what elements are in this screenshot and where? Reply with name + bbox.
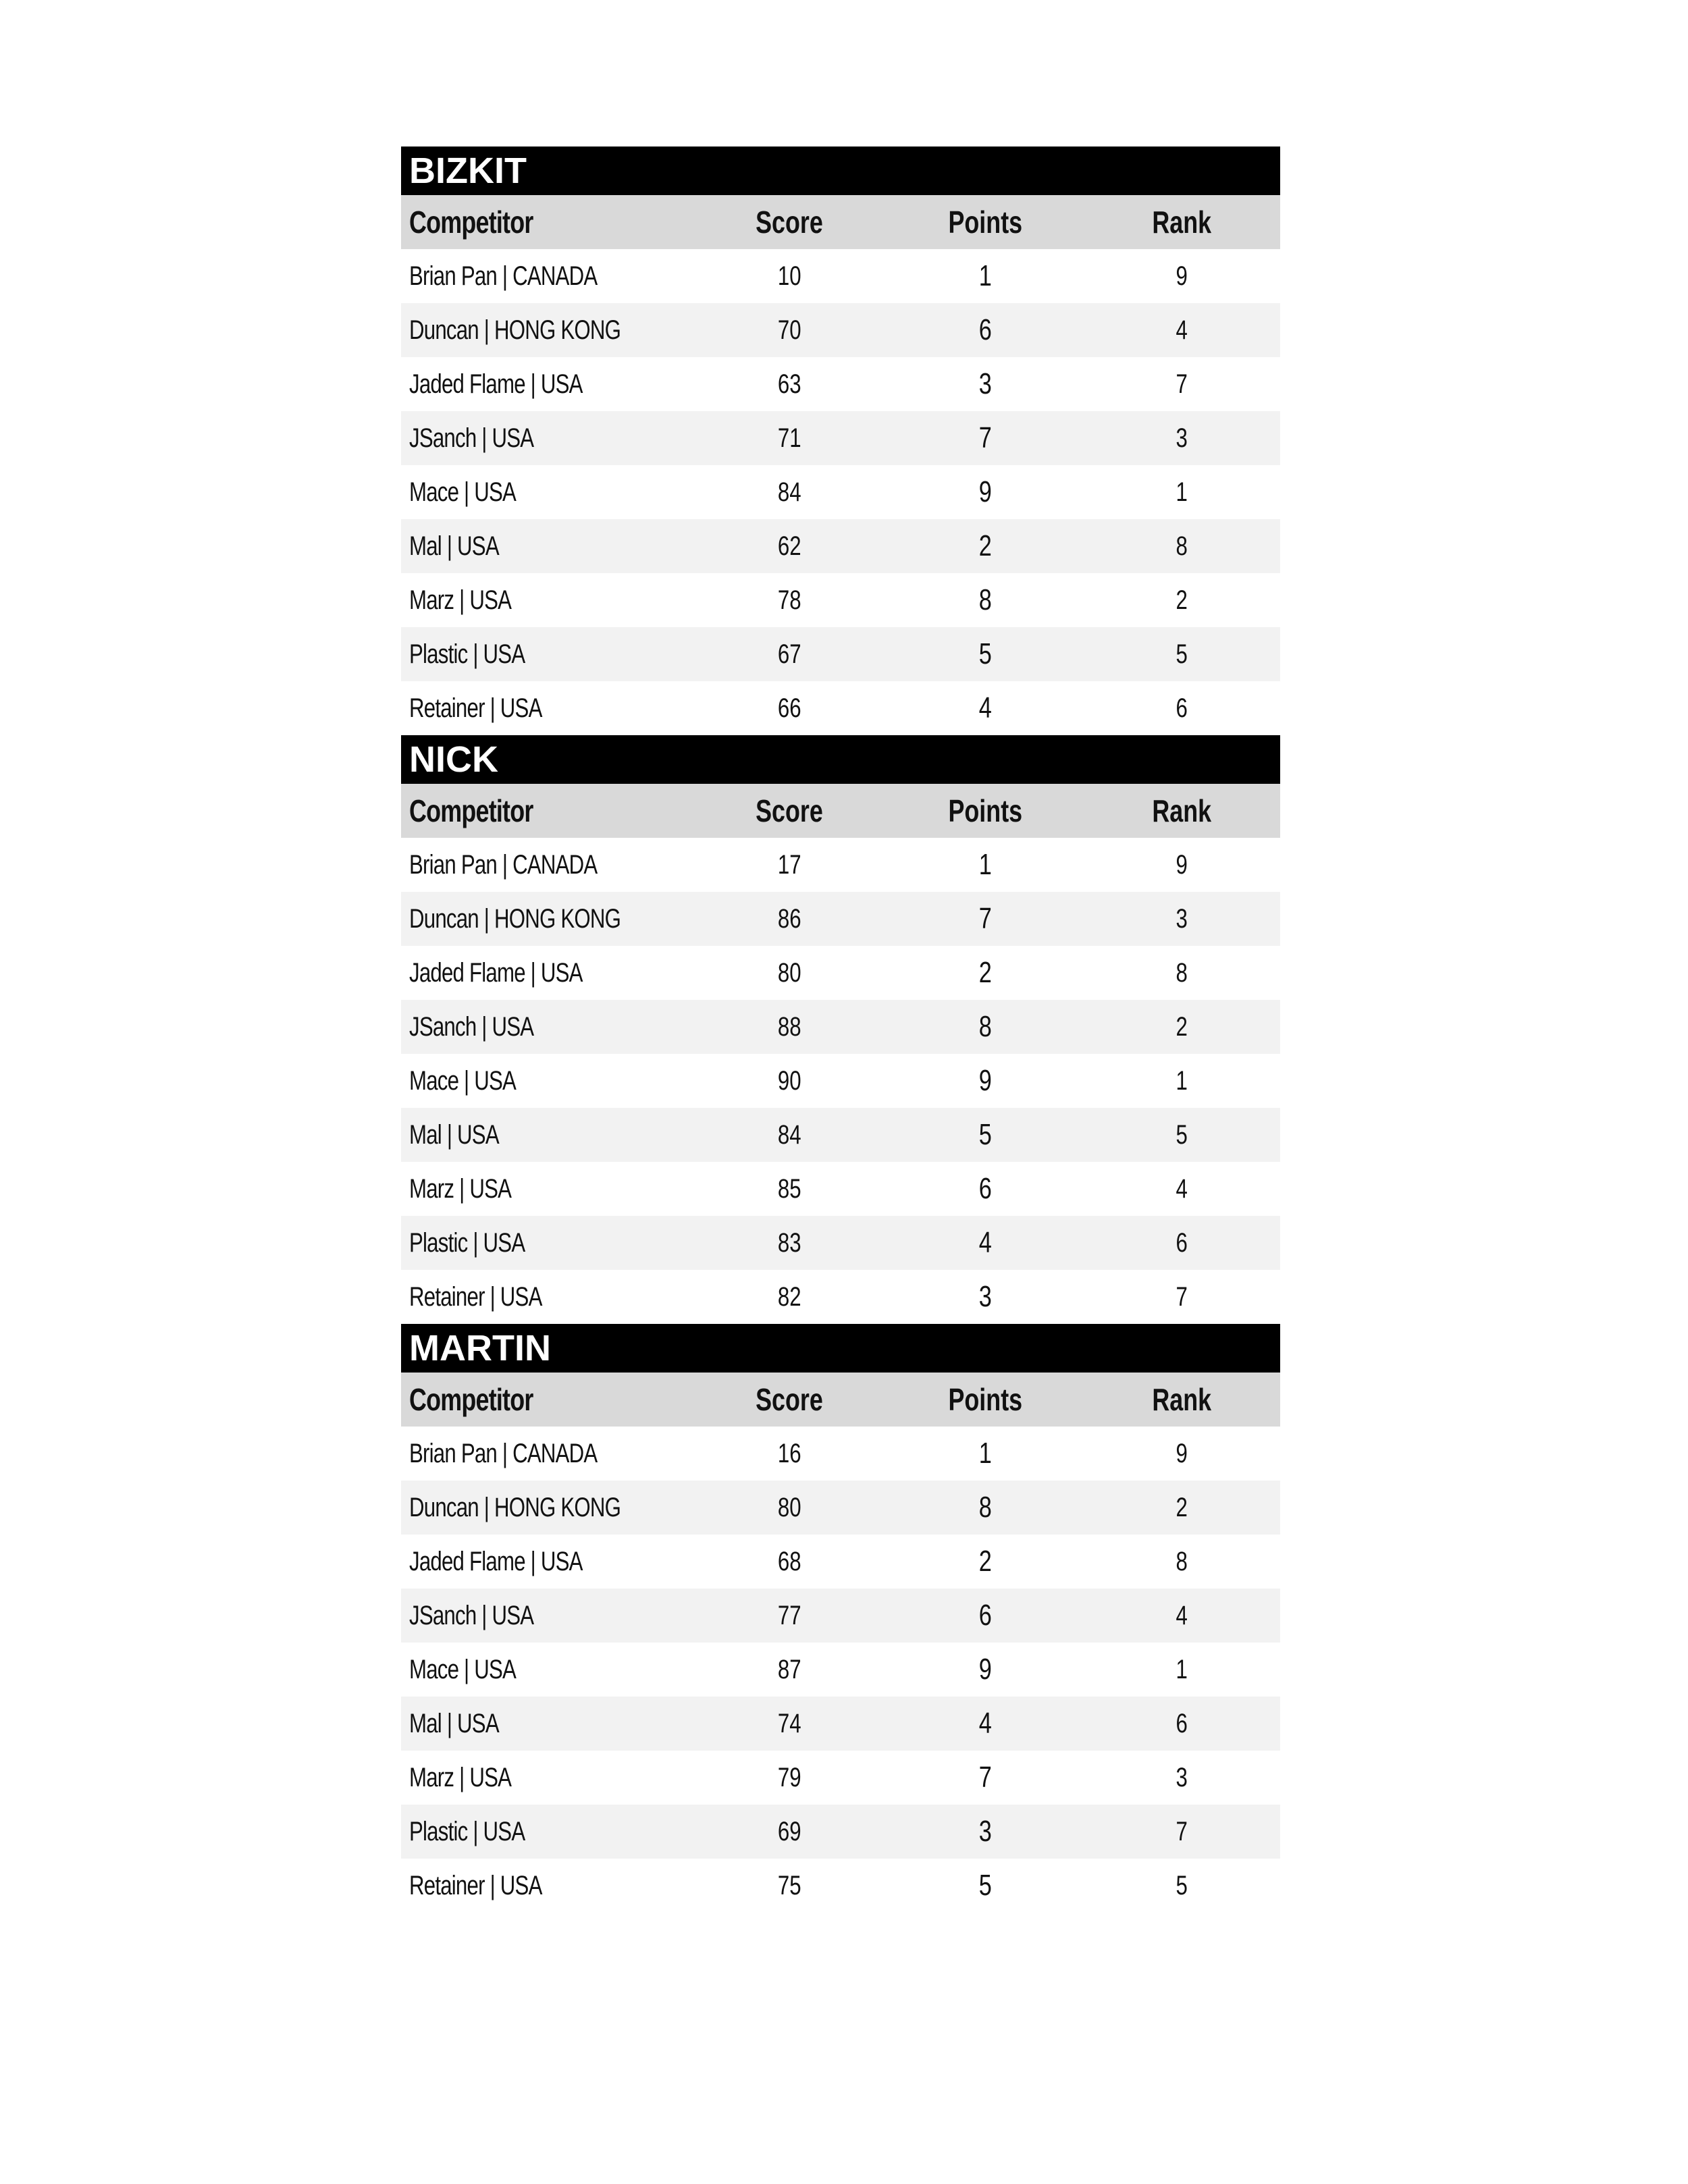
rank-value: 6: [1176, 693, 1188, 723]
cell-points: [887, 1599, 1083, 1632]
cell-rank: [1083, 850, 1280, 880]
competitor-value: Brian Pan | CANADA: [409, 261, 598, 291]
rank-value: 3: [1176, 903, 1188, 934]
column-header-points: [887, 204, 1083, 240]
judge-section-martin: [401, 1324, 1280, 1913]
cell-score: [691, 477, 887, 508]
cell-points: [887, 691, 1083, 725]
cell-rank: [1083, 1228, 1280, 1258]
cell-competitor: [401, 1066, 691, 1096]
competitor-value: Jaded Flame | USA: [409, 1546, 583, 1576]
points-value: 1: [978, 259, 992, 292]
cell-points: [887, 1653, 1083, 1686]
cell-score: [691, 1282, 887, 1312]
column-header-label: Competitor: [409, 205, 533, 240]
score-sheet: [401, 147, 1280, 1913]
cell-score: [691, 639, 887, 670]
score-value: 85: [777, 1173, 801, 1204]
table-row: [401, 519, 1280, 573]
points-value: 4: [978, 1226, 992, 1259]
cell-score: [691, 850, 887, 880]
rank-value: 1: [1176, 1065, 1188, 1096]
cell-points: [887, 1707, 1083, 1740]
cell-score: [691, 1493, 887, 1523]
points-value: 6: [978, 313, 992, 346]
column-header-label: Score: [756, 793, 823, 828]
points-value: 3: [978, 367, 992, 400]
column-header-score: [691, 204, 887, 240]
competitor-value: Marz | USA: [409, 585, 512, 615]
cell-competitor: [401, 1871, 691, 1901]
rank-value: 2: [1176, 1492, 1188, 1522]
score-value: 62: [777, 531, 801, 561]
points-value: 9: [978, 1064, 992, 1097]
cell-score: [691, 1547, 887, 1577]
competitor-value: Mal | USA: [409, 531, 499, 561]
column-header-label: Points: [948, 793, 1022, 828]
cell-competitor: [401, 477, 691, 508]
column-header-label: Points: [948, 1382, 1022, 1417]
competitor-value: Plastic | USA: [409, 1816, 525, 1846]
cell-score: [691, 1655, 887, 1685]
table-row: [401, 1162, 1280, 1216]
competitor-value: JSanch | USA: [409, 423, 534, 453]
cell-points: [887, 1280, 1083, 1314]
cell-competitor: [401, 531, 691, 562]
points-value: 9: [978, 475, 992, 508]
cell-score: [691, 693, 887, 724]
competitor-value: Jaded Flame | USA: [409, 369, 583, 399]
cell-points: [887, 1545, 1083, 1578]
cell-competitor: [401, 850, 691, 880]
rank-value: 8: [1176, 957, 1188, 988]
cell-rank: [1083, 585, 1280, 616]
cell-rank: [1083, 1817, 1280, 1847]
score-value: 80: [777, 1492, 801, 1522]
cell-points: [887, 529, 1083, 563]
cell-competitor: [401, 1012, 691, 1042]
points-value: 5: [978, 1869, 992, 1902]
cell-rank: [1083, 958, 1280, 988]
score-value: 86: [777, 903, 801, 934]
score-value: 16: [777, 1438, 801, 1468]
score-value: 67: [777, 639, 801, 669]
judge-section-bizkit: [401, 147, 1280, 735]
judge-name: MARTIN: [401, 1324, 1280, 1373]
rank-value: 5: [1176, 639, 1188, 669]
cell-score: [691, 423, 887, 454]
cell-competitor: [401, 1655, 691, 1685]
cell-points: [887, 637, 1083, 671]
cell-rank: [1083, 477, 1280, 508]
table-row: [401, 1427, 1280, 1481]
column-header-label: Rank: [1152, 205, 1211, 240]
column-header-label: Competitor: [409, 1382, 533, 1417]
column-header-competitor: [401, 204, 691, 240]
score-value: 77: [777, 1600, 801, 1630]
score-value: 66: [777, 693, 801, 723]
rank-value: 4: [1176, 1173, 1188, 1204]
competitor-value: Retainer | USA: [409, 693, 542, 723]
points-value: 5: [978, 1118, 992, 1151]
table-row: [401, 1216, 1280, 1270]
cell-score: [691, 585, 887, 616]
points-value: 4: [978, 1707, 992, 1740]
judge-section-nick: [401, 735, 1280, 1324]
cell-competitor: [401, 958, 691, 988]
score-value: 75: [777, 1870, 801, 1900]
table-row: [401, 465, 1280, 519]
points-value: 4: [978, 691, 992, 724]
rank-value: 8: [1176, 531, 1188, 561]
cell-rank: [1083, 1763, 1280, 1793]
column-header-label: Competitor: [409, 793, 533, 828]
score-value: 83: [777, 1227, 801, 1258]
table-row: [401, 303, 1280, 357]
judge-name: NICK: [401, 735, 1280, 784]
points-value: 7: [978, 421, 992, 454]
competitor-value: Mace | USA: [409, 1065, 517, 1096]
competitor-value: Mace | USA: [409, 477, 517, 507]
column-header-label: Rank: [1152, 1382, 1211, 1417]
rank-value: 1: [1176, 477, 1188, 507]
table-row: [401, 1108, 1280, 1162]
cell-rank: [1083, 261, 1280, 292]
competitor-value: Mal | USA: [409, 1708, 499, 1738]
cell-points: [887, 259, 1083, 293]
cell-rank: [1083, 1012, 1280, 1042]
rank-value: 7: [1176, 1281, 1188, 1312]
cell-competitor: [401, 1601, 691, 1631]
table-row: [401, 1751, 1280, 1805]
cell-competitor: [401, 639, 691, 670]
cell-rank: [1083, 1282, 1280, 1312]
cell-rank: [1083, 1174, 1280, 1204]
cell-competitor: [401, 585, 691, 616]
points-value: 7: [978, 1761, 992, 1794]
table-row: [401, 1000, 1280, 1054]
rank-value: 9: [1176, 849, 1188, 880]
table-row: [401, 1697, 1280, 1751]
score-value: 69: [777, 1816, 801, 1846]
competitor-value: Retainer | USA: [409, 1281, 542, 1312]
cell-rank: [1083, 693, 1280, 724]
score-value: 71: [777, 423, 801, 453]
cell-points: [887, 1172, 1083, 1206]
points-value: 2: [978, 1545, 992, 1578]
cell-points: [887, 1761, 1083, 1794]
table-row: [401, 681, 1280, 735]
rank-value: 9: [1176, 261, 1188, 291]
cell-points: [887, 1064, 1083, 1098]
table-row: [401, 249, 1280, 303]
score-value: 63: [777, 369, 801, 399]
competitor-value: JSanch | USA: [409, 1011, 534, 1042]
cell-score: [691, 369, 887, 400]
rank-value: 5: [1176, 1870, 1188, 1900]
rank-value: 1: [1176, 1654, 1188, 1684]
competitor-value: Retainer | USA: [409, 1870, 542, 1900]
cell-score: [691, 1871, 887, 1901]
points-value: 8: [978, 1010, 992, 1043]
cell-rank: [1083, 1709, 1280, 1739]
table-row: [401, 1805, 1280, 1859]
competitor-value: Marz | USA: [409, 1762, 512, 1792]
cell-rank: [1083, 904, 1280, 934]
cell-points: [887, 421, 1083, 455]
cell-points: [887, 848, 1083, 882]
score-value: 68: [777, 1546, 801, 1576]
score-value: 90: [777, 1065, 801, 1096]
score-value: 74: [777, 1708, 801, 1738]
table-row: [401, 1270, 1280, 1324]
table-row: [401, 627, 1280, 681]
competitor-value: Mace | USA: [409, 1654, 517, 1684]
cell-rank: [1083, 1871, 1280, 1901]
score-value: 84: [777, 477, 801, 507]
rank-value: 6: [1176, 1708, 1188, 1738]
score-value: 82: [777, 1281, 801, 1312]
score-value: 10: [777, 261, 801, 291]
rank-value: 3: [1176, 1762, 1188, 1792]
column-header-label: Score: [756, 205, 823, 240]
cell-points: [887, 1226, 1083, 1260]
score-value: 70: [777, 315, 801, 345]
cell-points: [887, 313, 1083, 347]
competitor-value: JSanch | USA: [409, 1600, 534, 1630]
cell-rank: [1083, 1655, 1280, 1685]
cell-points: [887, 1869, 1083, 1902]
cell-score: [691, 1709, 887, 1739]
rank-value: 4: [1176, 1600, 1188, 1630]
competitor-value: Duncan | HONG KONG: [409, 315, 621, 345]
cell-rank: [1083, 639, 1280, 670]
rank-value: 7: [1176, 369, 1188, 399]
points-value: 3: [978, 1280, 992, 1313]
cell-rank: [1083, 1547, 1280, 1577]
score-value: 78: [777, 585, 801, 615]
cell-competitor: [401, 1120, 691, 1150]
cell-score: [691, 1439, 887, 1469]
rank-value: 3: [1176, 423, 1188, 453]
cell-points: [887, 956, 1083, 990]
cell-competitor: [401, 1174, 691, 1204]
cell-rank: [1083, 1066, 1280, 1096]
cell-points: [887, 1118, 1083, 1152]
cell-score: [691, 531, 887, 562]
rank-value: 7: [1176, 1816, 1188, 1846]
cell-points: [887, 367, 1083, 401]
cell-rank: [1083, 315, 1280, 346]
cell-rank: [1083, 423, 1280, 454]
cell-score: [691, 1012, 887, 1042]
points-value: 6: [978, 1172, 992, 1205]
cell-points: [887, 1010, 1083, 1044]
cell-score: [691, 1763, 887, 1793]
competitor-value: Plastic | USA: [409, 639, 525, 669]
cell-score: [691, 315, 887, 346]
cell-competitor: [401, 1763, 691, 1793]
score-value: 80: [777, 957, 801, 988]
rank-value: 4: [1176, 315, 1188, 345]
column-header-rank: [1083, 1381, 1280, 1418]
column-header-points: [887, 793, 1083, 829]
cell-competitor: [401, 1709, 691, 1739]
points-value: 1: [978, 848, 992, 881]
cell-score: [691, 904, 887, 934]
table-row: [401, 1535, 1280, 1589]
points-value: 5: [978, 637, 992, 670]
cell-score: [691, 1817, 887, 1847]
cell-rank: [1083, 1120, 1280, 1150]
points-value: 6: [978, 1599, 992, 1632]
cell-score: [691, 1228, 887, 1258]
column-header-score: [691, 1381, 887, 1418]
rank-value: 2: [1176, 585, 1188, 615]
cell-rank: [1083, 1601, 1280, 1631]
cell-competitor: [401, 904, 691, 934]
points-value: 9: [978, 1653, 992, 1686]
cell-score: [691, 1174, 887, 1204]
cell-competitor: [401, 315, 691, 346]
cell-points: [887, 1815, 1083, 1848]
competitor-value: Plastic | USA: [409, 1227, 525, 1258]
cell-score: [691, 1066, 887, 1096]
competitor-value: Brian Pan | CANADA: [409, 1438, 598, 1468]
table-row: [401, 1481, 1280, 1535]
cell-competitor: [401, 693, 691, 724]
cell-score: [691, 958, 887, 988]
column-header-points: [887, 1381, 1083, 1418]
rank-value: 6: [1176, 1227, 1188, 1258]
column-header-row: [401, 1373, 1280, 1427]
column-header-row: [401, 195, 1280, 249]
cell-competitor: [401, 1547, 691, 1577]
column-header-score: [691, 793, 887, 829]
cell-score: [691, 1120, 887, 1150]
points-value: 2: [978, 529, 992, 562]
cell-score: [691, 1601, 887, 1631]
table-row: [401, 892, 1280, 946]
judge-name: BIZKIT: [401, 147, 1280, 195]
score-value: 79: [777, 1762, 801, 1792]
table-row: [401, 1589, 1280, 1643]
cell-rank: [1083, 1493, 1280, 1523]
points-value: 8: [978, 1491, 992, 1524]
cell-competitor: [401, 1228, 691, 1258]
points-value: 8: [978, 583, 992, 616]
cell-competitor: [401, 1817, 691, 1847]
table-row: [401, 1054, 1280, 1108]
column-header-label: Points: [948, 205, 1022, 240]
cell-competitor: [401, 261, 691, 292]
table-row: [401, 946, 1280, 1000]
table-row: [401, 1859, 1280, 1913]
table-row: [401, 357, 1280, 411]
column-header-competitor: [401, 793, 691, 829]
column-header-rank: [1083, 793, 1280, 829]
column-header-rank: [1083, 204, 1280, 240]
points-value: 7: [978, 902, 992, 935]
competitor-value: Brian Pan | CANADA: [409, 849, 598, 880]
table-row: [401, 1643, 1280, 1697]
rank-value: 5: [1176, 1119, 1188, 1150]
competitor-value: Duncan | HONG KONG: [409, 1492, 621, 1522]
table-row: [401, 411, 1280, 465]
rank-value: 9: [1176, 1438, 1188, 1468]
score-value: 87: [777, 1654, 801, 1684]
score-value: 84: [777, 1119, 801, 1150]
cell-competitor: [401, 1282, 691, 1312]
table-row: [401, 838, 1280, 892]
table-row: [401, 573, 1280, 627]
cell-competitor: [401, 423, 691, 454]
cell-competitor: [401, 369, 691, 400]
cell-rank: [1083, 531, 1280, 562]
competitor-value: Jaded Flame | USA: [409, 957, 583, 988]
competitor-value: Mal | USA: [409, 1119, 499, 1150]
competitor-value: Marz | USA: [409, 1173, 512, 1204]
cell-rank: [1083, 369, 1280, 400]
column-header-row: [401, 784, 1280, 838]
cell-points: [887, 902, 1083, 936]
score-value: 17: [777, 849, 801, 880]
column-header-competitor: [401, 1381, 691, 1418]
rank-value: 2: [1176, 1011, 1188, 1042]
cell-points: [887, 1437, 1083, 1470]
points-value: 3: [978, 1815, 992, 1848]
cell-competitor: [401, 1439, 691, 1469]
rank-value: 8: [1176, 1546, 1188, 1576]
column-header-label: Score: [756, 1382, 823, 1417]
cell-competitor: [401, 1493, 691, 1523]
cell-points: [887, 475, 1083, 509]
cell-points: [887, 1491, 1083, 1524]
column-header-label: Rank: [1152, 793, 1211, 828]
cell-score: [691, 261, 887, 292]
points-value: 2: [978, 956, 992, 989]
cell-points: [887, 583, 1083, 617]
points-value: 1: [978, 1437, 992, 1470]
competitor-value: Duncan | HONG KONG: [409, 903, 621, 934]
score-value: 88: [777, 1011, 801, 1042]
cell-rank: [1083, 1439, 1280, 1469]
